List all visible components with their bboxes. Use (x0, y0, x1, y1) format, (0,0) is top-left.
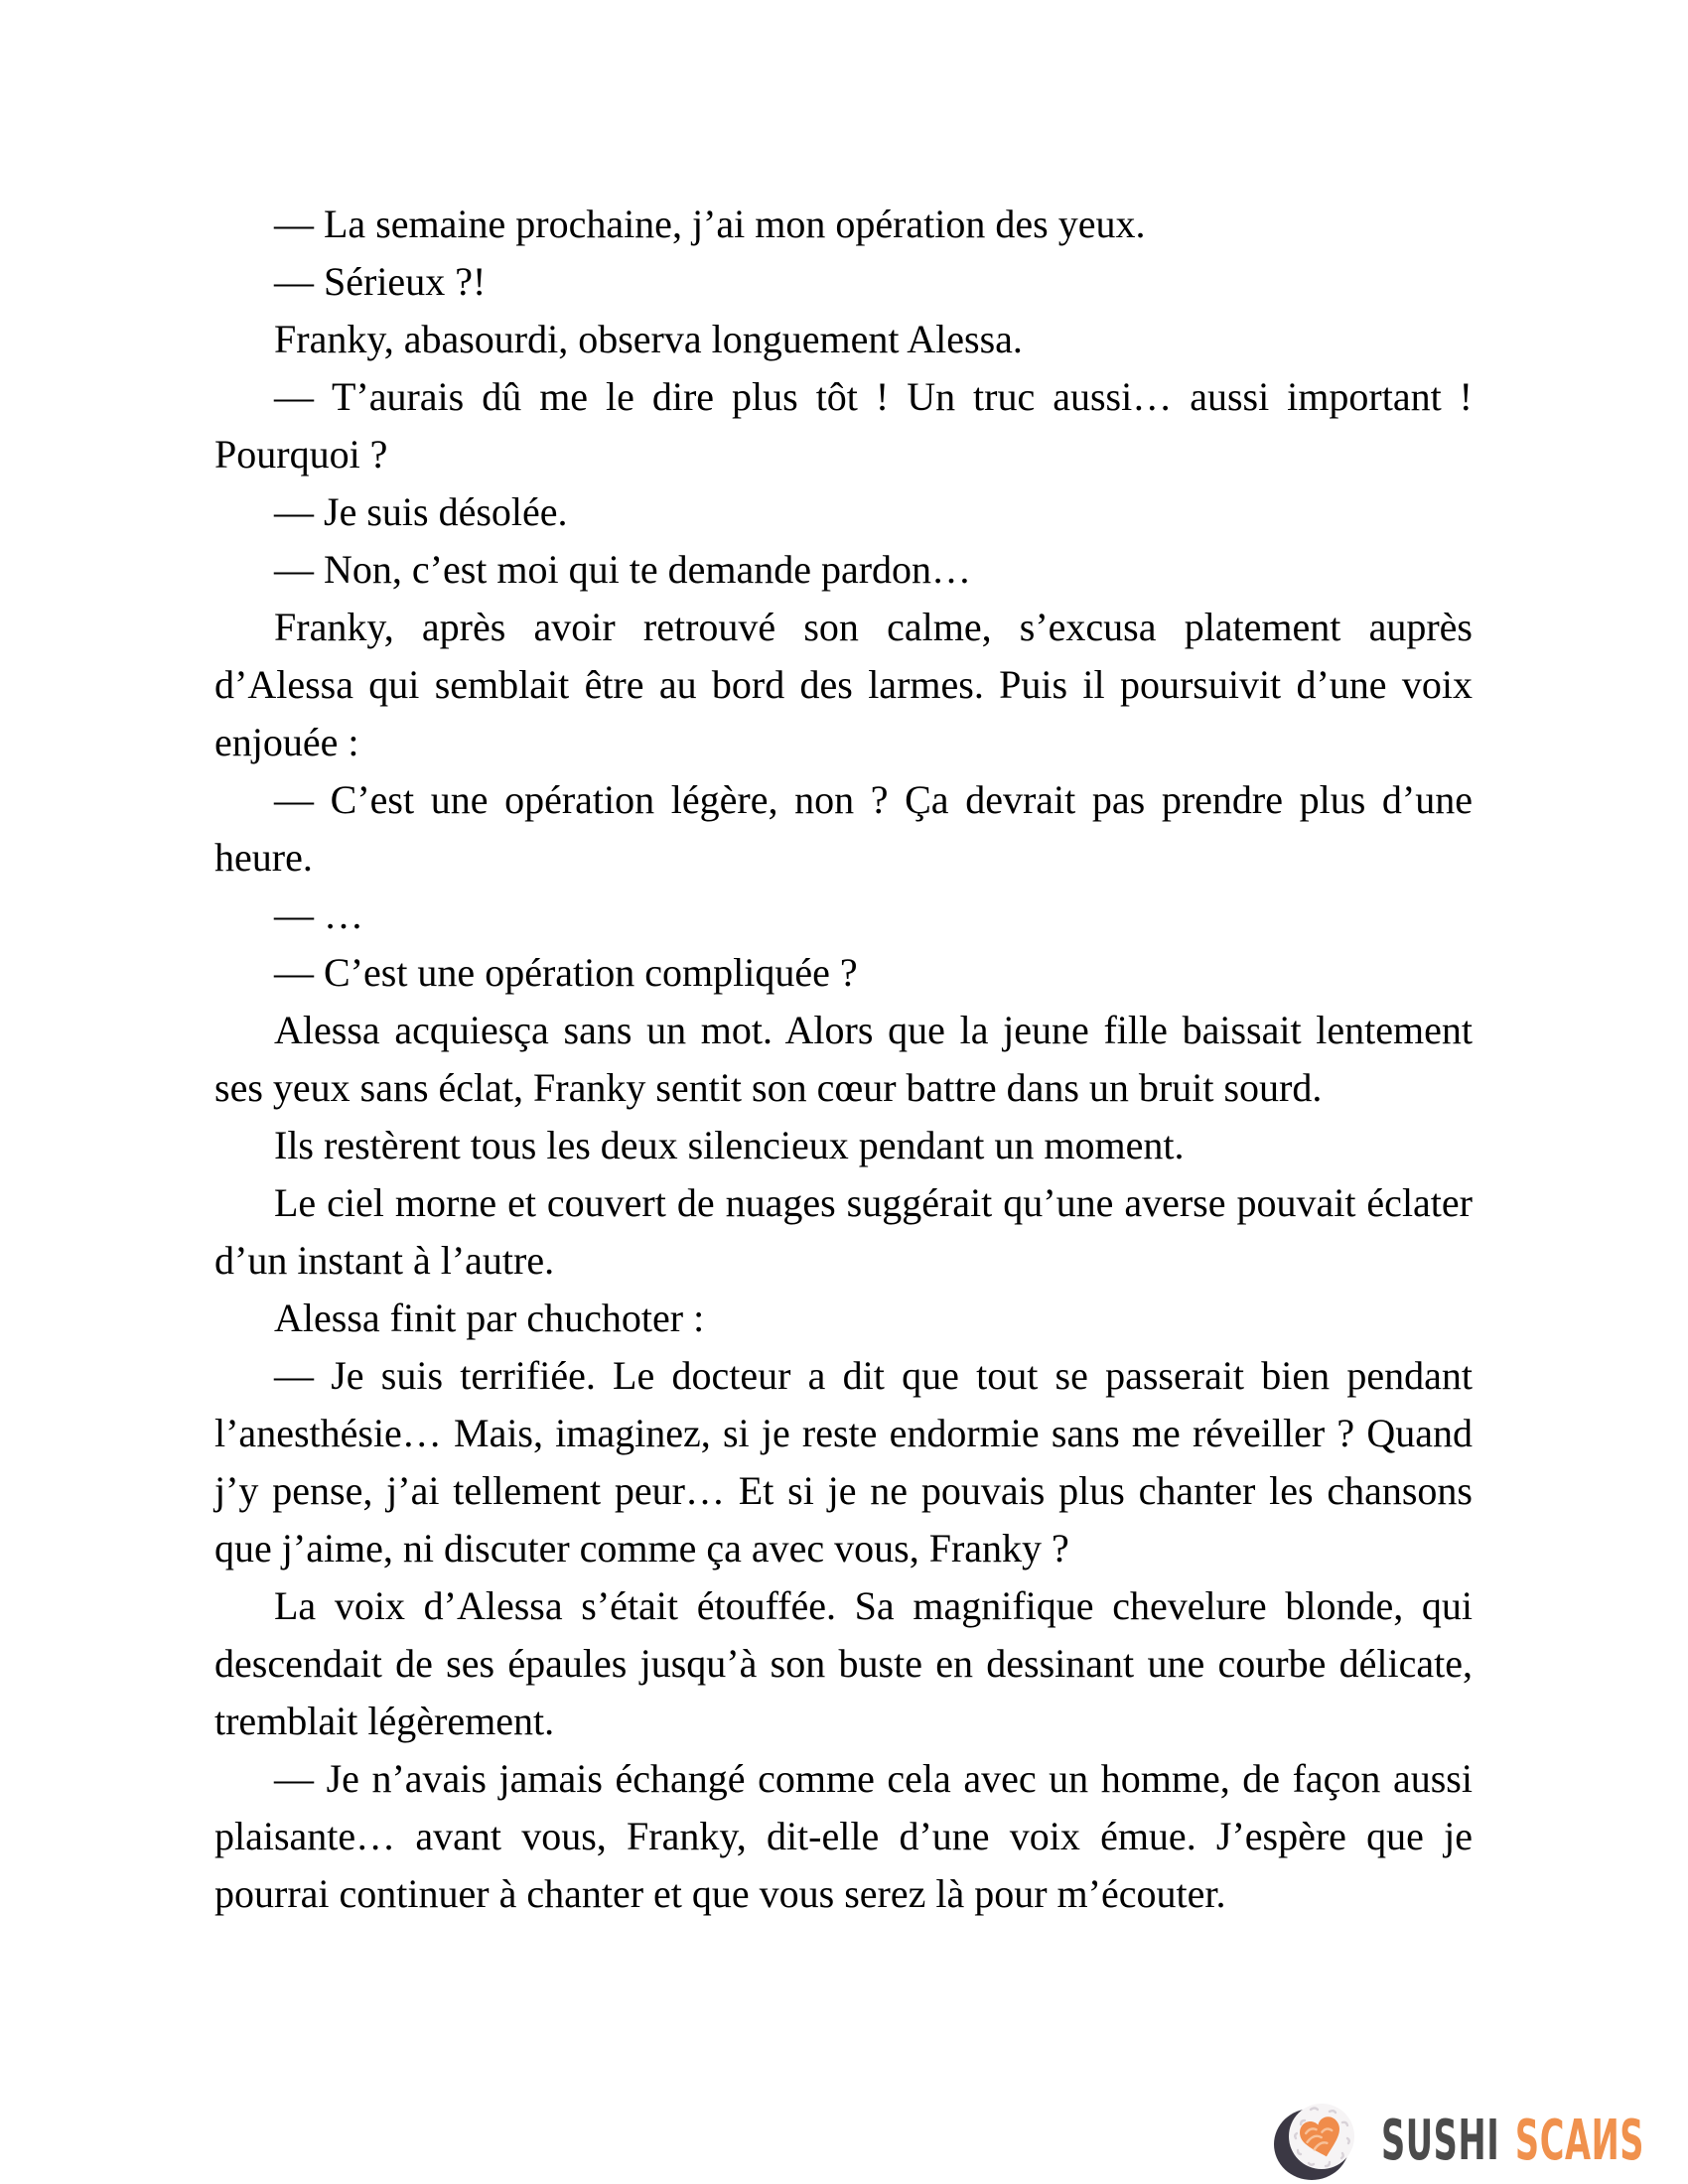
paragraph: — Je suis terrifiée. Le docteur a dit que tout se passerait bien pendant l’anesthésie… Mais, imaginez, si je reste endormie sans me réveiller ? Quand j’y pense, j’ai tellement peur… Et si je ne pouvais plus chanter les chansons que j’aime, ni discuter comme ça avec vous, Franky ? (214, 1353, 1473, 1570)
body-text (214, 196, 1473, 1923)
paragraph: — La semaine prochaine, j’ai mon opération des yeux. (274, 202, 1146, 246)
brand-wordmark (1381, 2109, 1645, 2173)
paragraph: — Je n’avais jamais échangé comme cela avec un homme, de façon aussi plaisante… avant vous, Franky, dit-elle d’une voix émue. J’espère que je pourrai continuer à chanter et que vous serez là pour m’écouter. (214, 1756, 1473, 1916)
paragraph: — Je suis désolée. (274, 489, 568, 534)
paragraph: — Sérieux ?! (274, 259, 487, 304)
paragraph: Alessa finit par chuchoter : (274, 1296, 705, 1340)
paragraph: Ils restèrent tous les deux silencieux pendant un moment. (274, 1123, 1185, 1167)
paragraph: Le ciel morne et couvert de nuages suggérait qu’une averse pouvait éclater d’un instant à l’autre. (214, 1180, 1473, 1283)
sushi-scans-logo (1274, 2103, 1688, 2180)
paragraph: — C’est une opération légère, non ? Ça devrait pas prendre plus d’une heure. (214, 777, 1473, 880)
brand-sushi: SUSHI (1381, 2109, 1500, 2173)
paragraph: — C’est une opération compliquée ? (274, 950, 858, 995)
paragraph: Franky, après avoir retrouvé son calme, s’excusa platement auprès d’Alessa qui semblait être au bord des larmes. Puis il poursuivit d’une voix enjouée : (214, 605, 1473, 764)
sushi-roll-icon (1274, 2103, 1361, 2180)
brand-scans: SCAИS (1514, 2109, 1645, 2173)
paragraph: — … (274, 892, 363, 937)
paragraph: Franky, abasourdi, observa longuement Alessa. (274, 317, 1023, 361)
paragraph: — Non, c’est moi qui te demande pardon… (274, 547, 972, 592)
paragraph: La voix d’Alessa s’était étouffée. Sa magnifique chevelure blonde, qui descendait de ses épaules jusqu’à son buste en dessinant une courbe délicate, tremblait légèrement. (214, 1583, 1473, 1743)
paragraph: Alessa acquiesça sans un mot. Alors que la jeune fille baissait lentement ses yeux sans éclat, Franky sentit son cœur battre dans un bruit sourd. (214, 1008, 1473, 1110)
paragraph: — T’aurais dû me le dire plus tôt ! Un truc aussi… aussi important ! Pourquoi ? (214, 374, 1473, 477)
